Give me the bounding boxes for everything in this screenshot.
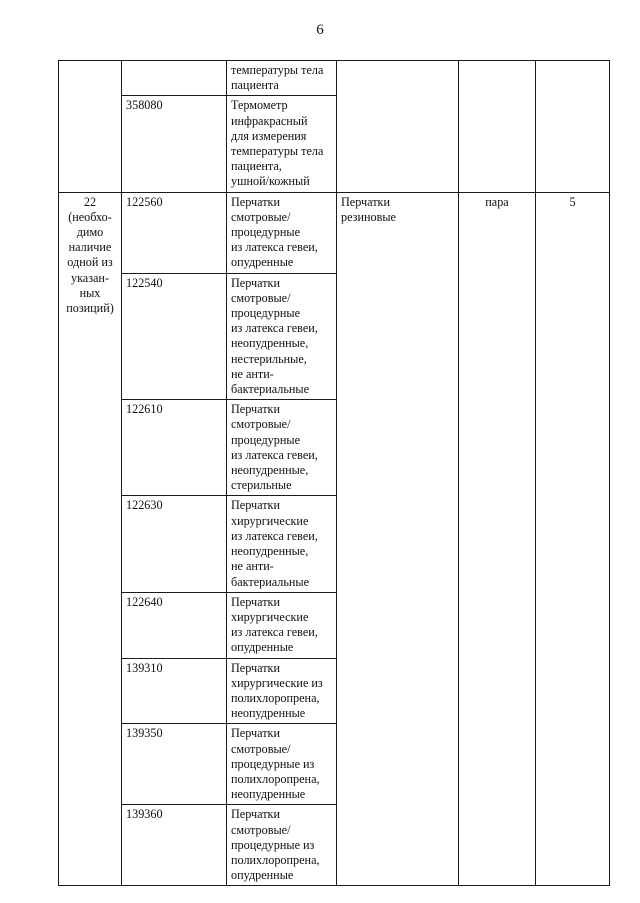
code-cell: 122540 <box>122 273 227 400</box>
group-number-cell <box>59 61 122 193</box>
name-line: пациента, <box>231 159 282 174</box>
name-line: неопудренные, <box>231 463 309 478</box>
name-line: из латекса гевеи, <box>231 447 318 462</box>
name-line: Перчатки <box>231 402 280 417</box>
name-cell <box>227 658 337 724</box>
name-line: смотровые/ <box>231 417 291 432</box>
name-line: смотровые/ <box>231 741 291 756</box>
group-number-line: наличие <box>68 240 112 255</box>
quantity-cell: 5 <box>536 192 610 886</box>
name-line: процедурные из <box>231 837 315 852</box>
table-row <box>59 192 610 273</box>
name-line: хирургические из <box>231 675 323 690</box>
name-cell <box>227 400 337 496</box>
name-cell <box>227 61 337 96</box>
name-line: ушной/кожный <box>231 174 310 189</box>
name-line: смотровые/ <box>231 822 291 837</box>
name-line: процедурные <box>231 225 300 240</box>
name-cell <box>227 96 337 192</box>
name-line: Перчатки <box>231 275 280 290</box>
name-line: смотровые/ <box>231 209 291 224</box>
group-number-cell <box>59 192 122 886</box>
name-line: неопудренные, <box>231 544 309 559</box>
code-cell: 122640 <box>122 592 227 658</box>
product-line: резиновые <box>341 209 396 224</box>
unit-cell <box>459 61 536 193</box>
name-line: хирургические <box>231 513 309 528</box>
group-number-line: димо <box>76 225 104 240</box>
name-line: неопудренные <box>231 787 306 802</box>
name-line: из латекса гевеи, <box>231 528 318 543</box>
name-line: пациента <box>231 78 279 93</box>
name-line: полихлоропрена, <box>231 771 320 786</box>
name-cell <box>227 273 337 400</box>
code-cell: 139350 <box>122 724 227 805</box>
group-number-line: 22 <box>83 194 97 209</box>
table-row <box>59 61 610 96</box>
name-line: нестерильные, <box>231 351 307 366</box>
group-number-line: позиций) <box>66 301 114 316</box>
name-line: Термометр <box>231 98 288 113</box>
code-cell: 122560 <box>122 192 227 273</box>
name-line: не анти- <box>231 559 274 574</box>
code-cell: 139310 <box>122 658 227 724</box>
name-line: смотровые/ <box>231 290 291 305</box>
code-cell: 122630 <box>122 496 227 592</box>
name-line: инфракрасный <box>231 113 308 128</box>
name-line: полихлоропрена, <box>231 852 320 867</box>
name-line: Перчатки <box>231 194 280 209</box>
name-cell <box>227 805 337 886</box>
name-line: из латекса гевеи, <box>231 321 318 336</box>
name-line: из латекса гевеи, <box>231 240 318 255</box>
name-line: Перчатки <box>231 807 280 822</box>
unit-cell: пара <box>459 192 536 886</box>
name-line: не анти- <box>231 366 274 381</box>
page-number: 6 <box>316 22 324 38</box>
code-cell: 122610 <box>122 400 227 496</box>
name-line: процедурные из <box>231 756 315 771</box>
product-line: Перчатки <box>341 194 390 209</box>
name-line: температуры тела <box>231 63 324 77</box>
name-line: процедурные <box>231 432 300 447</box>
name-line: хирургические <box>231 609 309 624</box>
name-line: Перчатки <box>231 726 280 741</box>
group-number-line: ных <box>79 285 101 300</box>
code-cell <box>122 61 227 96</box>
group-number-line: одной из <box>67 255 113 270</box>
product-cell <box>337 192 459 886</box>
name-line: для измерения <box>231 128 307 143</box>
name-line: Перчатки <box>231 660 280 675</box>
name-line: Перчатки <box>231 498 280 513</box>
name-line: стерильные <box>231 478 292 493</box>
name-line: бактериальные <box>231 574 309 589</box>
name-cell <box>227 496 337 592</box>
name-line: опудренные <box>231 640 294 655</box>
name-cell <box>227 192 337 273</box>
medical-supplies-table <box>58 60 610 886</box>
name-line: неопудренные <box>231 706 306 721</box>
name-line: Перчатки <box>231 594 280 609</box>
name-line: процедурные <box>231 306 300 321</box>
name-line: опудренные <box>231 255 294 270</box>
code-cell: 358080 <box>122 96 227 192</box>
name-line: полихлоропрена, <box>231 690 320 705</box>
name-line: из латекса гевеи, <box>231 625 318 640</box>
name-cell <box>227 724 337 805</box>
product-cell <box>337 61 459 193</box>
code-cell: 139360 <box>122 805 227 886</box>
name-line: бактериальные <box>231 382 309 397</box>
name-line: неопудренные, <box>231 336 309 351</box>
quantity-cell <box>536 61 610 193</box>
name-cell <box>227 592 337 658</box>
group-number-line: указан- <box>70 270 110 285</box>
name-line: температуры тела <box>231 144 324 159</box>
group-number-line: (необхо- <box>68 209 112 224</box>
name-line: опудренные <box>231 868 294 883</box>
